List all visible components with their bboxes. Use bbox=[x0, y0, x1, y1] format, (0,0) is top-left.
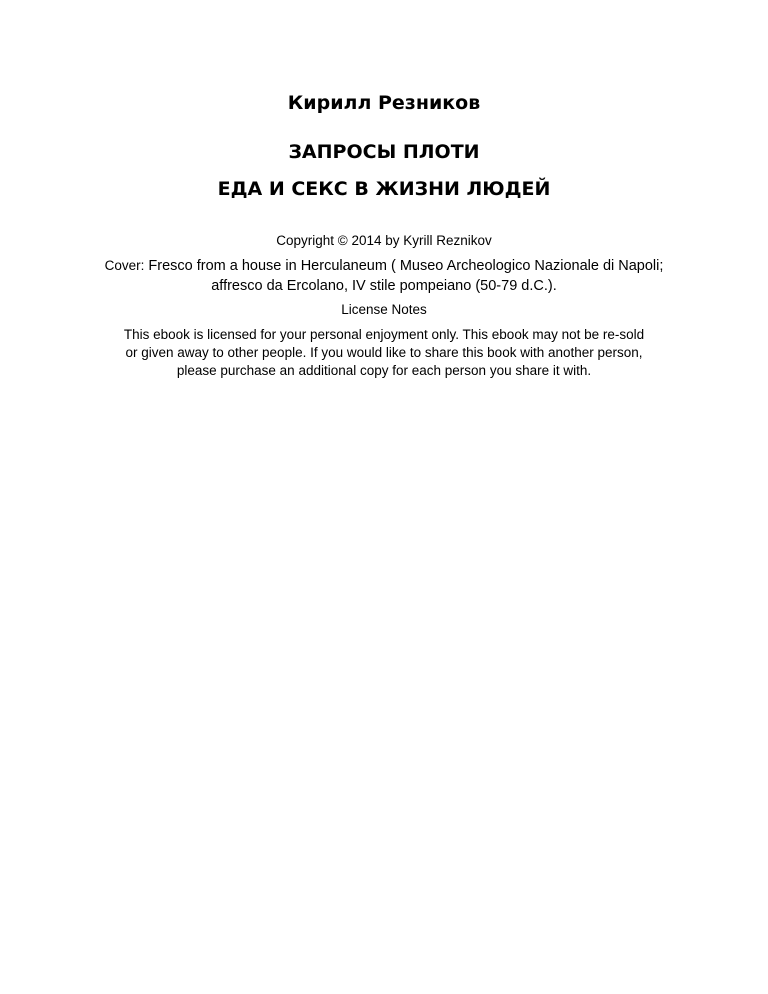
license-heading: License Notes bbox=[341, 302, 427, 317]
cover-description: Fresco from a house in Herculaneum ( Museo Archeologico Nazionale di Napoli; affresco da Ercolano, IV stile pompeiano (50-79 d.C.). bbox=[148, 258, 664, 294]
book-title: ЗАПРОСЫ ПЛОТИ bbox=[288, 141, 480, 163]
license-line: please purchase an additional copy for each person you share it with. bbox=[176, 363, 592, 378]
author-name: Кирилл Резников bbox=[287, 92, 481, 114]
book-subtitle: ЕДА И СЕКС В ЖИЗНИ ЛЮДЕЙ bbox=[217, 178, 551, 200]
license-line: This ebook is licensed for your personal enjoyment only. This ebook may not be re-sold bbox=[123, 327, 645, 342]
copyright-notice: Copyright © 2014 by Kyrill Reznikov bbox=[276, 233, 492, 248]
cover-label: Cover: bbox=[104, 258, 145, 273]
cover-credit bbox=[90, 256, 678, 296]
license-text bbox=[88, 326, 680, 380]
license-line: or given away to other people. If you would like to share this book with another person, bbox=[125, 345, 643, 360]
